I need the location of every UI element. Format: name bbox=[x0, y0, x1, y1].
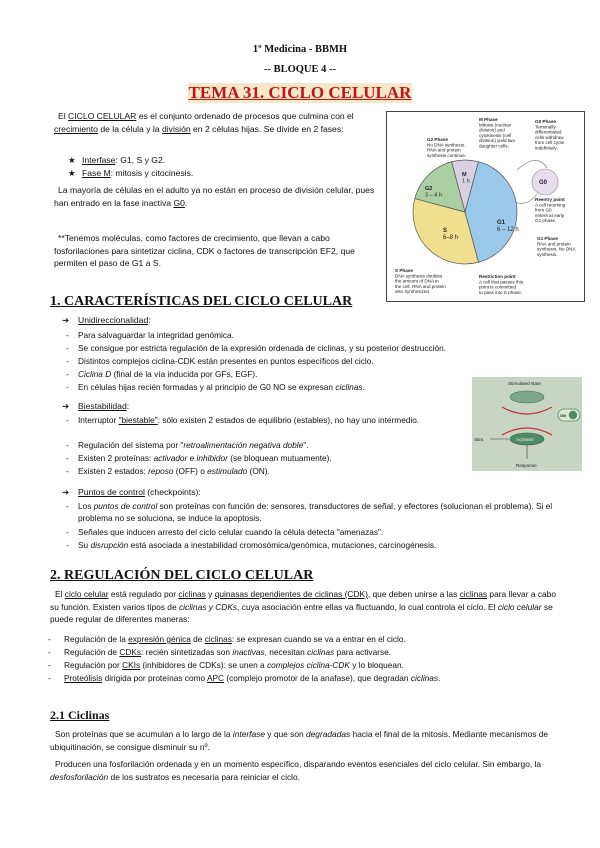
list-item: - Distintos complejos ciclina-CDK están presentes en puntos específicos del ciclo. bbox=[66, 356, 374, 366]
list-item: - Se consigue por estricta regulación de la expresión ordenada de ciclinas, y su posterior destrucción. bbox=[66, 343, 447, 353]
caption-line: Reentry point bbox=[535, 197, 565, 202]
caption-line: to pass into S phase. bbox=[479, 289, 522, 295]
list-item-interfase: ★ Interfase: G1, S y G2. bbox=[68, 155, 166, 165]
list-item: - Señales que inducen arresto del ciclo celular cuando la célula detecta "amenazas". bbox=[66, 527, 384, 537]
caption-line: A cell returning bbox=[535, 202, 566, 208]
caption-line: RNA and protein bbox=[427, 147, 461, 153]
caption-line: enters at early bbox=[535, 212, 565, 218]
pie-label-s: 6–8 h bbox=[443, 234, 459, 241]
term-ciclo-celular: CICLO CELULAR bbox=[68, 111, 137, 121]
caption-line: RNA and protein bbox=[537, 241, 571, 247]
section-2-paragraph: El ciclo celular está regulado por ciclinas y quinasas dependientes de ciclinas (CDK), que deben unirse a las ciclinas para llevar a cabo su función. Existen varios tipos de ciclinas y CDKs, cuya asociación entre ellas va fluctuando, lo cual controla el ciclo. El ciclo celular se puede regular de diferentes maneras: bbox=[50, 589, 556, 624]
list-item-biestabilidad: ➔ Biestabilidad: bbox=[62, 401, 130, 411]
course-header: 1º Medicina - BBMH bbox=[252, 44, 348, 55]
caption-line: S Phase bbox=[395, 268, 413, 273]
caption-line: synthesis. No DNA bbox=[537, 246, 576, 252]
arrow-bullet-icon: ➔ bbox=[62, 315, 70, 325]
g1-phase-caption bbox=[537, 236, 576, 257]
section-2-1-paragraph-2: Producen una fosforilación ordenada y en un momento específico, disparando eventos esenciales del ciclo celular. Sin embargo, la desfosforilación de los sustratos es necesaria para reiniciar el ciclo. bbox=[50, 759, 542, 782]
m-phase-caption bbox=[479, 117, 515, 148]
caption-line: the amount of DNA in bbox=[395, 278, 439, 284]
list-item: - En células hijas recién formadas y al principio de G0 NO se expresan ciclinas. bbox=[66, 382, 365, 392]
caption-line: M Phase bbox=[479, 117, 498, 122]
pie-label-g2: 3 – 4 h bbox=[425, 192, 442, 199]
pie-label-s: S bbox=[443, 228, 448, 234]
star-bullet-icon: ★ bbox=[68, 168, 76, 178]
caption-line: A cell that passes this bbox=[479, 279, 524, 285]
pie-label-g1: 6 – 12 h bbox=[497, 226, 519, 233]
caption-line: synthesis continue. bbox=[427, 152, 467, 158]
section-2-1-title: 2.1 Ciclinas bbox=[50, 708, 110, 722]
caption-line: G1 Phase bbox=[537, 236, 558, 241]
list-item: - Existen 2 estados: reposo (OFF) o estimulado (ON). bbox=[66, 466, 270, 476]
intro-paragraph-2: La mayoría de células en el adulto ya no están en proceso de división celular, pues han entrado en la fase inactiva G0. bbox=[54, 185, 375, 208]
list-item: - Ciclina D (final de la vía inducida por GFs, EGF). bbox=[66, 369, 258, 379]
list-item: - Regulación de la expresión génica de ciclinas: se expresan cuando se va a entrar en el ciclo. bbox=[48, 634, 406, 644]
pie-label-m: 1 h bbox=[462, 178, 470, 185]
bist-node-label: Activator bbox=[516, 437, 534, 442]
pie-label-g1: G1 bbox=[497, 220, 506, 226]
g0-seg-label: G0 bbox=[539, 180, 548, 186]
caption-line: also synthesized. bbox=[395, 289, 431, 295]
bist-bottom-label: Response bbox=[516, 463, 537, 468]
caption-line: synthesis. bbox=[537, 251, 558, 257]
list-item: - Regulación del sistema por "retroalimentación negativa doble". bbox=[66, 440, 309, 450]
s-phase-caption bbox=[395, 268, 446, 294]
caption-line: Mitosis (nuclear bbox=[479, 122, 512, 128]
star-bullet-icon: ★ bbox=[68, 155, 76, 165]
restriction-caption bbox=[479, 274, 524, 295]
cell-cycle-figure bbox=[386, 111, 585, 302]
bist-left-label: Stim. bbox=[474, 437, 485, 442]
caption-line: daughter cells. bbox=[479, 143, 509, 149]
bistability-figure bbox=[472, 377, 582, 471]
list-item: - Su disrupción está asociada a inestabilidad cromosómica/genómica, mutaciones, carcinogénesis. bbox=[66, 540, 437, 550]
list-item-unidireccionalidad: ➔ Unidireccionalidad: bbox=[62, 315, 151, 325]
list-item: - Para salvaguardar la integridad genómica. bbox=[66, 330, 234, 340]
reentry-caption bbox=[535, 197, 566, 223]
arrow-bullet-icon: ➔ bbox=[62, 487, 70, 497]
caption-line: cells withdraw bbox=[535, 134, 564, 140]
caption-line: DNA synthesis doubles bbox=[395, 273, 443, 279]
caption-line: G1 phase. bbox=[535, 218, 557, 224]
caption-line: the cell. RNA and protein bbox=[395, 283, 446, 289]
list-item: - Proteólisis dirigida por proteínas como APC (complejo promotor de la anafase), que degradan ciclinas. bbox=[48, 673, 441, 683]
pie-label-m: M bbox=[462, 172, 467, 178]
list-item-puntos-de-control: ➔ Puntos de control (checkpoints): bbox=[62, 487, 201, 497]
caption-line: differentiated bbox=[535, 129, 562, 135]
bist-switch-label: ON bbox=[560, 413, 566, 418]
list-item: - Existen 2 proteínas: activador e inhibidor (se bloquean mutuamente). bbox=[66, 453, 332, 463]
list-item: - Regulación por CKIs (inhibidores de CDKs): se unen a complejos ciclina-CDK y lo bloquean. bbox=[48, 660, 404, 670]
g0-phase-caption bbox=[535, 119, 565, 150]
section-2-1-paragraph-1: Son proteínas que se acumulan a lo largo de la interfase y que son degradadas hacia el final de la mitosis. Mediante mecanismos de ubiquitinación, se consigue disminuir su nº. bbox=[50, 729, 549, 752]
list-item: - Los puntos de control son proteínas con función de: sensores, transductores de señal, y efectores (solucionan el problema). Si el problema no se soluciona, se induce la apoptosis. bbox=[66, 501, 553, 523]
section-2-title: 2. REGULACIÓN DEL CICLO CELULAR bbox=[50, 568, 314, 583]
caption-line: point is committed bbox=[479, 284, 517, 290]
caption-line: from cell cycle bbox=[535, 140, 565, 146]
caption-line: cytokinesis (cell bbox=[479, 132, 512, 138]
caption-line: Terminally bbox=[535, 124, 556, 130]
block-header: -- BLOQUE 4 -- bbox=[263, 64, 337, 75]
list-item: - Regulación de CDKs: recién sintetizadas son inactivas, necesitan ciclinas para activarse. bbox=[48, 647, 392, 657]
intro-paragraph: El CICLO CELULAR es el conjunto ordenado de procesos que culmina con el crecimiento de la célula y la división en 2 células hijas. Se divide en 2 fases: bbox=[54, 111, 354, 134]
g2-phase-caption bbox=[427, 137, 466, 158]
caption-line: G0 Phase bbox=[535, 119, 556, 124]
list-item-fase-m: ★ Fase M: mitosis y citocinesis. bbox=[68, 168, 194, 178]
page-title: TEMA 31. CICLO CELULAR bbox=[188, 83, 412, 102]
caption-line: indefinitely. bbox=[535, 145, 558, 151]
section-1-title: 1. CARACTERÍSTICAS DEL CICLO CELULAR bbox=[50, 294, 353, 309]
caption-line: from G0 bbox=[535, 207, 552, 213]
bist-top-label: Stimulated state bbox=[508, 381, 541, 386]
caption-line: No DNA synthesis. bbox=[427, 142, 466, 148]
intro-note: **Tenemos moléculas, como factores de crecimiento, que llevan a cabo fosforilaciones para sintetizar ciclina, CDK o factores de transcripción EF2, que permiten el paso de G1 a S. bbox=[54, 233, 355, 268]
caption-line: Restriction point bbox=[479, 274, 516, 279]
pie-label-g2: G2 bbox=[425, 186, 433, 192]
caption-line: division) and bbox=[479, 127, 505, 133]
arrow-bullet-icon: ➔ bbox=[62, 401, 70, 411]
caption-line: division) yield two bbox=[479, 138, 515, 144]
caption-line: G2 Phase bbox=[427, 137, 448, 142]
list-item: - Interruptor "biestable": sólo existen 2 estados de equilibrio (estables), no hay uno intermedio. bbox=[66, 415, 420, 425]
